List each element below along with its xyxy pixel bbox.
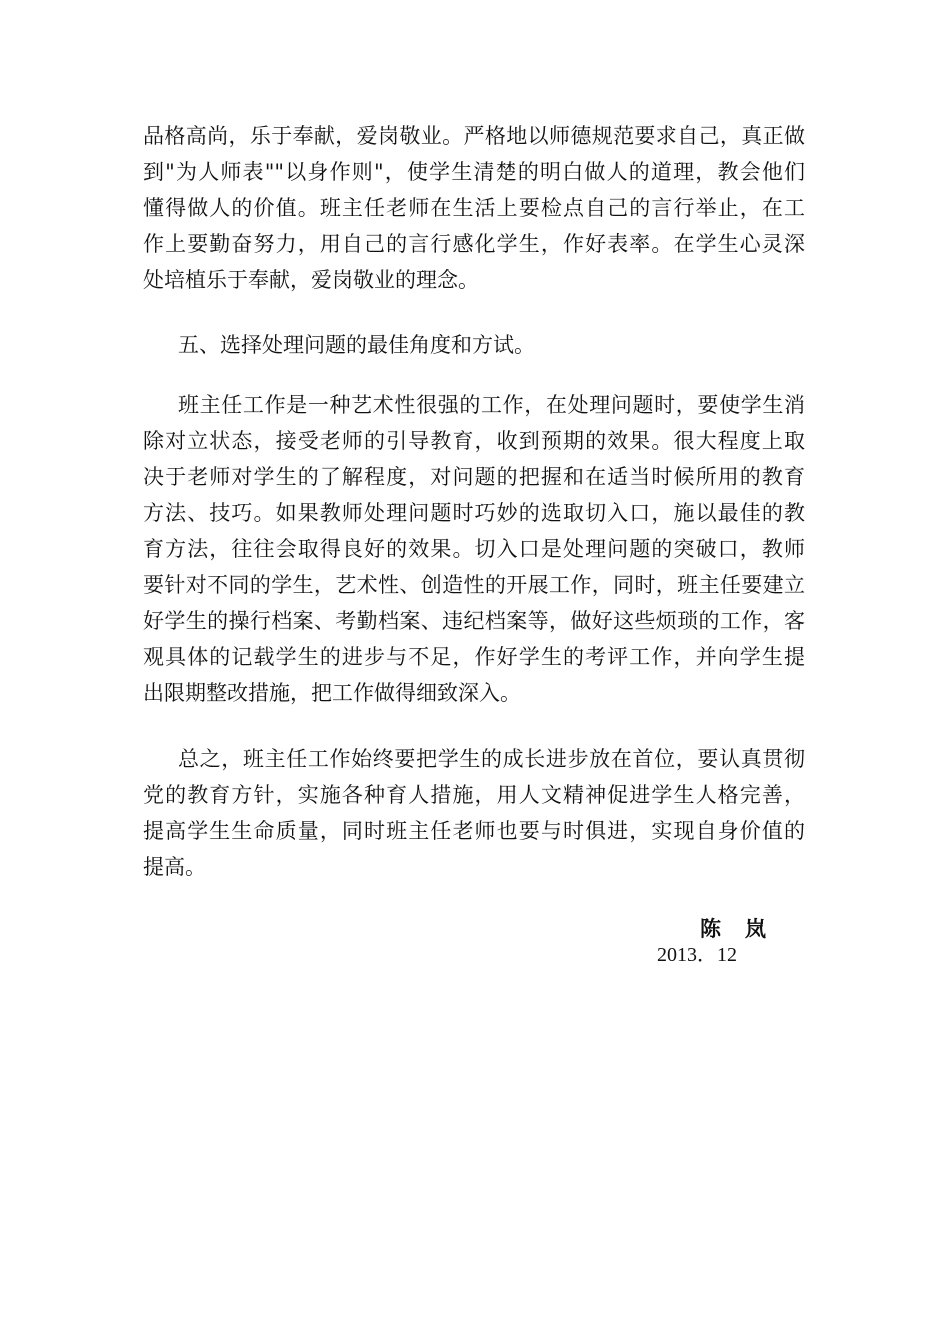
paragraph-line: 提高学生生命质量，同时班主任老师也要与时俱进，实现自身价值的 [143,819,805,843]
paragraph-line: 好学生的操行档案、考勤档案、违纪档案等，做好这些烦琐的工作，客 [143,609,805,633]
paragraph-line: 育方法，往往会取得良好的效果。切入口是处理问题的突破口，教师 [143,537,805,561]
section-heading: 五、选择处理问题的最佳角度和方试。 [178,333,535,357]
paragraph-line: 到"为人师表""以身作则"，使学生清楚的明白做人的道理，教会他们 [143,160,805,184]
signature-date: 2013．12 [657,944,737,966]
paragraph-line: 决于老师对学生的了解程度，对问题的把握和在适当时候所用的教育 [143,465,805,489]
paragraph-line: 作上要勤奋努力，用自己的言行感化学生，作好表率。在学生心灵深 [143,232,805,256]
author-signature: 陈岚 [700,916,790,941]
paragraph-line: 方法、技巧。如果教师处理问题时巧妙的选取切入口，施以最佳的教 [143,501,805,525]
paragraph-line: 总之，班主任工作始终要把学生的成长进步放在首位，要认真贯彻 [178,747,805,771]
paragraph-line: 要针对不同的学生，艺术性、创造性的开展工作，同时，班主任要建立 [143,573,805,597]
paragraph-line: 除对立状态，接受老师的引导教育，收到预期的效果。很大程度上取 [143,429,805,453]
paragraph-line: 观具体的记载学生的进步与不足，作好学生的考评工作，并向学生提 [143,645,805,669]
paragraph-line: 处培植乐于奉献，爱岗敬业的理念。 [143,268,479,292]
paragraph-line: 班主任工作是一种艺术性很强的工作，在处理问题时，要使学生消 [178,393,805,417]
paragraph-line: 品格高尚，乐于奉献，爱岗敬业。严格地以师德规范要求自己，真正做 [143,124,805,148]
paragraph-line: 提高。 [143,855,206,879]
paragraph-line: 出限期整改措施，把工作做得细致深入。 [143,681,521,705]
paragraph-line: 党的教育方针，实施各种育人措施，用人文精神促进学生人格完善， [143,783,805,807]
paragraph-line: 懂得做人的价值。班主任老师在生活上要检点自己的言行举止，在工 [143,196,805,220]
